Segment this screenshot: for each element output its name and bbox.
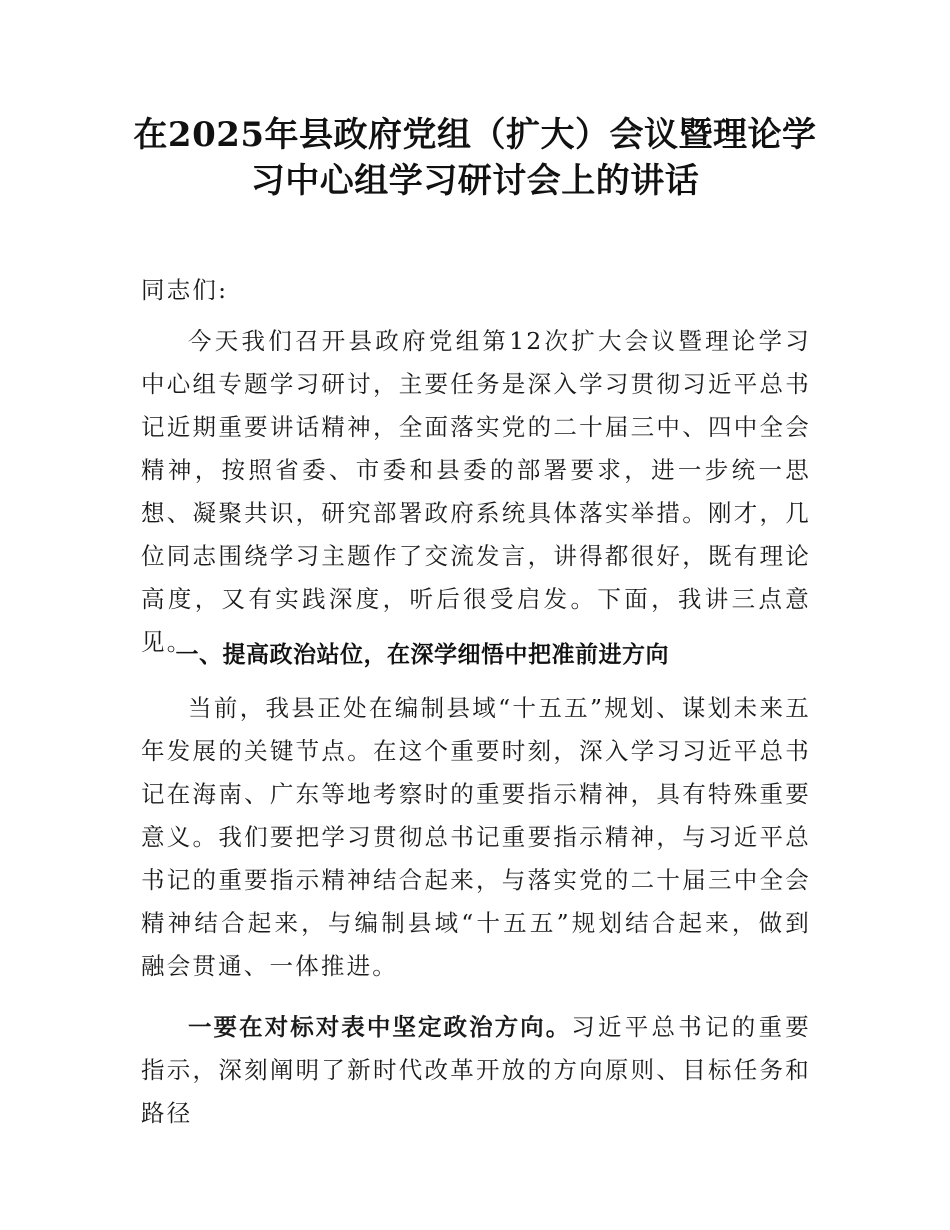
section-1-paragraph: 当前，我县正处在编制县域“十五五”规划、谋划未来五年发展的关键节点。在这个重要时刻，深入学习习近平总书记在海南、广东等地考察时的重要指示精神，具有特殊重要意义。我们要把学习贯彻总书记重要指示精神，与习近平总书记的重要指示精神结合起来，与落实党的二十届三中全会精神结合起来，与编制县域“十五五”规划结合起来，做到融会贯通、一体推进。 — [141, 694, 811, 980]
title-line-1: 在2025年县政府党组（扩大）会议暨理论学 — [133, 115, 817, 155]
intro-paragraph: 今天我们召开县政府党组第12次扩大会议暨理论学习中心组专题学习研讨，主要任务是深入学习贯彻习近平总书记近期重要讲话精神，全面落实党的二十届三中、四中全会精神，按照省委、市委和县委的部署要求，进一步统一思想、凝聚共识，研究部署政府系统具体落实举措。刚才，几位同志围绕学习主题作了交流发言，讲得都很好，既有理论高度，又有实践深度，听后很受启发。下面，我讲三点意见。 — [141, 327, 811, 656]
title-line-2: 习中心组学习研讨会上的讲话 — [250, 161, 700, 201]
point-1-lead: 一要在对标对表中坚定政治方向。 — [188, 1013, 572, 1041]
document-title — [130, 112, 820, 204]
point-1-text: 习近平总书记的重要指示，深刻阐明了新时代改革开放的方向原则、目标任务和路径 — [141, 1013, 811, 1127]
point-1-paragraph — [141, 1006, 811, 1135]
section-heading-1: 一、提高政治站位，在深学细悟中把准前进方向 — [175, 642, 669, 668]
salutation: 同志们: — [141, 276, 229, 304]
